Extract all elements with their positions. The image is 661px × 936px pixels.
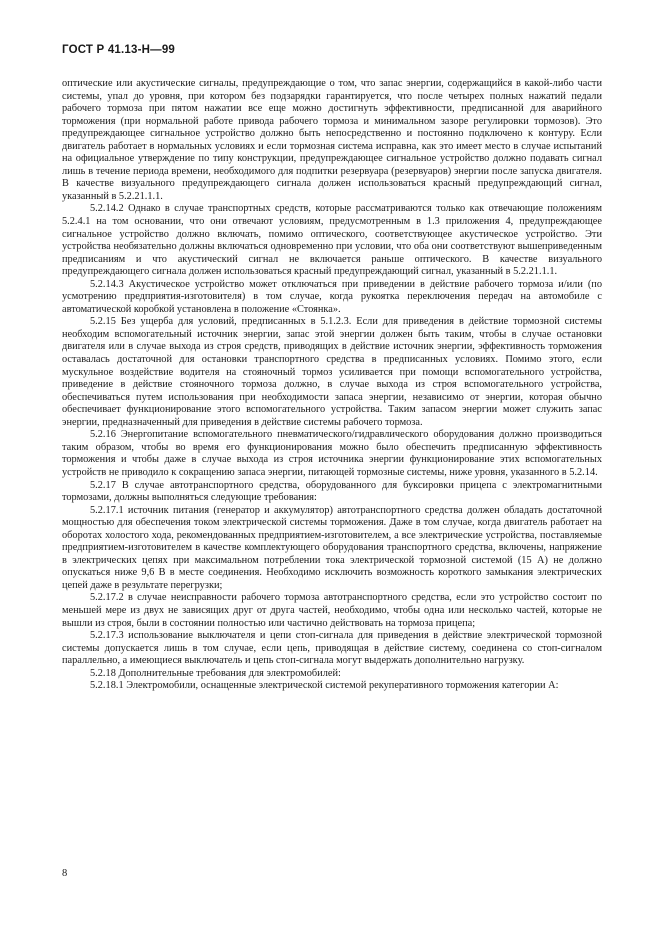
paragraph-5-2-14-3: 5.2.14.3 Акустическое устройство может отключаться при приведении в действие рабочего тормоза и/или (по усмотрению предприятия-изготовителя) в том случае, когда рукоятка переключения передач на автомобиле с автоматической коробкой установлена в положение «Стоянка». xyxy=(62,278,602,315)
paragraph-5-2-15: 5.2.15 Без ущерба для условий, предписанных в 5.1.2.3. Если для приведения в действие тормозной системы необходим вспомогательный источник энергии, запас этой энергии должен быть таким, чтобы в случае остановки двигателя или в случае выхода из строя средств, приводящих в действие источник энергии, эффективность торможения оставалась достаточной для остановки транспортного средства в предписанных условиях. Помимо этого, если мускульное воздействие водителя на стояночный тормоз усиливается при помощи вспомогательного устройства, приведение в действие стояночного тормоза должно, в случае выхода из строя вспомогательного устройства, обеспечиваться путем использования при необходимости запаса энергии, независимо от энергии, которая обычно обеспечивает функционирование этого вспомогательного устройства. Таким запасом энергии может служить запас энергии, предназначенный для приведения в действие системы рабочего тормоза. xyxy=(62,316,602,428)
paragraph-5-2-18: 5.2.18 Дополнительные требования для электромобилей: xyxy=(90,667,341,679)
paragraph-5-2-17-3: 5.2.17.3 использование выключателя и цепи стоп-сигнала для приведения в действие электрической тормозной системы допускается лишь в том случае, если цепь, приводящая в действие систему, соединена со стоп-сигналом параллельно, а имеющиеся выключатель и цепь стоп-сигнала могут выдержать дополнительно нагрузку. xyxy=(62,630,602,667)
paragraph-continuation: оптические или акустические сигналы, предупреждающие о том, что запас энергии, содержащийся в какой-либо части системы, упал до уровня, при котором без подзарядки гарантируется, что после четырех полных нажатий педали рабочего тормоза при пятом нажатии все еще можно достигнуть эффективности, предписанной для аварийного торможения (при нормальной работе привода рабочего тормоза и минимальном зазоре регулировки тормозов). Это предупреждающее сигнальное устройство должно быть непосредственно и постоянно подключено к контуру. Если двигатель работает в нормальных условиях и если тормозная система исправна, как это имеет место в случае испытаний на официальное утверждение по типу конструкции, предупреждающее сигнальное устройство должно подавать сигнал лишь в течение периода времени, необходимого для подпитки резервуара (резервуаров) энергии после запуска двигателя. В качестве визуального предупреждающего сигнала должен использоваться красный предупреждающий сигнал, указанный в 5.2.21.1.1. xyxy=(62,78,602,202)
paragraph-5-2-17-1: 5.2.17.1 источник питания (генератор и аккумулятор) автотранспортного средства должен обладать достаточной мощностью для обеспечения током электрической системы торможения. Даже в том случае, когда двигатель работает на оборотах холостого хода, рекомендованных предприятием-изготовителем, а все электрические устройства, поставляемые предприятием-изготовителем в качестве комплектующего оборудования транспортного средства, включены, напряжение в электрических цепях при максимальном потреблении тока электрической тормозной системой (15 А) не должно опускаться ниже 9,6 В в месте соединения. Необходимо исключить возможность короткого замыкания электрических цепей даже в результате перегрузки; xyxy=(62,504,602,591)
paragraph-5-2-16: 5.2.16 Энергопитание вспомогательного пневматического/гидравлического оборудования должно производиться таким образом, чтобы во время его функционирования можно было обеспечить предписанную эффективность торможения и чтобы даже в случае выхода из строя источника энергии функционирование этих вспомогательных устройств не приводило к сокращению запаса энергии, питающей тормозные системы, ниже уровня, указанного в 5.2.14. xyxy=(62,429,602,478)
paragraph-5-2-18-1: 5.2.18.1 Электромобили, оснащенные электрической системой рекуперативного торможения категории А: xyxy=(90,680,559,692)
paragraph-5-2-14-2: 5.2.14.2 Однако в случае транспортных средств, которые рассматриваются только как отвечающие положениям 5.2.4.1 на том основании, что они отвечают условиям, предусмотренным в 1.3 приложения 4, предупреждающее сигнальное устройство должно включать, помимо оптического, соответствующее акустическое устройство. Эти устройства необязательно должны включаться одновременно при условии, что оба они соответствуют вышеприведенным предписаниям и что акустический сигнал не включается раньше оптического. В качестве визуального предупреждающего сигнала должен использоваться красный предупреждающий сигнал, указанный в 5.2.21.1.1. xyxy=(62,203,602,278)
paragraph-5-2-17: 5.2.17 В случае автотранспортного средства, оборудованного для буксировки прицепа с электромагнитными тормозами, должны выполняться следующие требования: xyxy=(62,479,602,504)
page-number: 8 xyxy=(62,868,68,879)
document-header: ГОСТ Р 41.13-Н—99 xyxy=(62,44,176,56)
paragraph-5-2-17-2: 5.2.17.2 в случае неисправности рабочего тормоза автотранспортного средства, если это устройство состоит по меньшей мере из двух не зависящих друг от друга частей, необходимо, чтобы одна или несколько частей, которые не вышли из строя, были в состоянии полностью или частично действовать на тормоза прицепа; xyxy=(62,592,602,629)
body-text xyxy=(62,78,602,693)
